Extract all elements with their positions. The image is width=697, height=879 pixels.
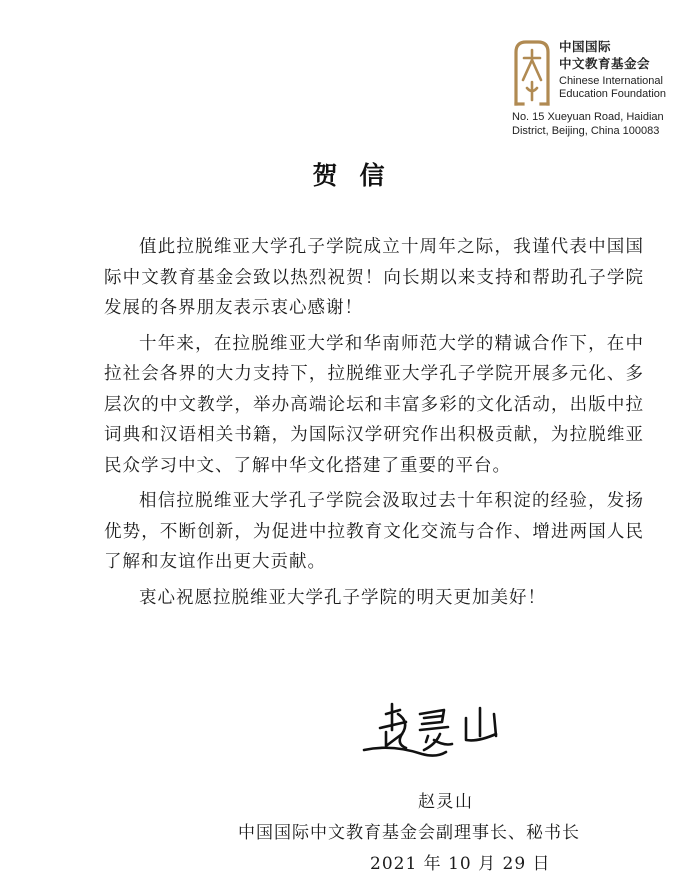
- body-paragraph-1: 值此拉脱维亚大学孔子学院成立十周年之际，我谨代表中国国际中文教育基金会致以热烈祝贺！向长期以来支持和帮助孔子学院发展的各界朋友表示衷心感谢！: [104, 237, 644, 318]
- letterhead: [512, 38, 687, 138]
- address-line1: No. 15 Xueyuan Road, Haidian: [512, 111, 664, 123]
- org-name-en-line2: Education Foundation: [559, 88, 667, 100]
- org-address: [512, 111, 687, 138]
- letterhead-logo-row: [512, 38, 687, 106]
- foundation-logo-icon: [512, 38, 552, 106]
- body-paragraph-2: 十年来，在拉脱维亚大学和华南师范大学的精诚合作下，在中拉社会各界的大力支持下，拉脱维亚大学孔子学院开展多元化、多层次的中文教学，举办高端论坛和丰富多彩的文化活动，出版中拉词典和汉语相关书籍，为国际汉学研究作出积极贡献，为拉脱维亚民众学习中文、了解中华文化搭建了重要的平台。: [104, 333, 644, 476]
- org-name-cn-line2: 中文教育基金会: [559, 56, 651, 71]
- signer-position: 中国国际中文教育基金会副理事长、秘书长: [238, 823, 580, 843]
- letter-body: [104, 232, 644, 618]
- body-paragraph-3: 相信拉脱维亚大学孔子学院会汲取过去十年积淀的经验，发扬优势，不断创新，为促进中拉教育文化交流与合作、增进两国人民了解和友谊作出更大贡献。: [104, 491, 644, 572]
- org-text: [559, 38, 666, 101]
- address-line2: District, Beijing, China 100083: [512, 124, 660, 137]
- signer-name: 赵灵山: [418, 792, 474, 812]
- handwritten-signature: [362, 700, 507, 772]
- org-name-en-line1: Chinese International: [559, 75, 663, 87]
- letter-date: 2021 年 10 月 29 日: [370, 854, 551, 874]
- org-name-cn-line1: 中国国际: [559, 39, 612, 54]
- org-name-en: [559, 75, 666, 101]
- body-paragraph-4: 衷心祝愿拉脱维亚大学孔子学院的明天更加美好！: [139, 587, 546, 608]
- letter-title: 贺信: [312, 161, 407, 190]
